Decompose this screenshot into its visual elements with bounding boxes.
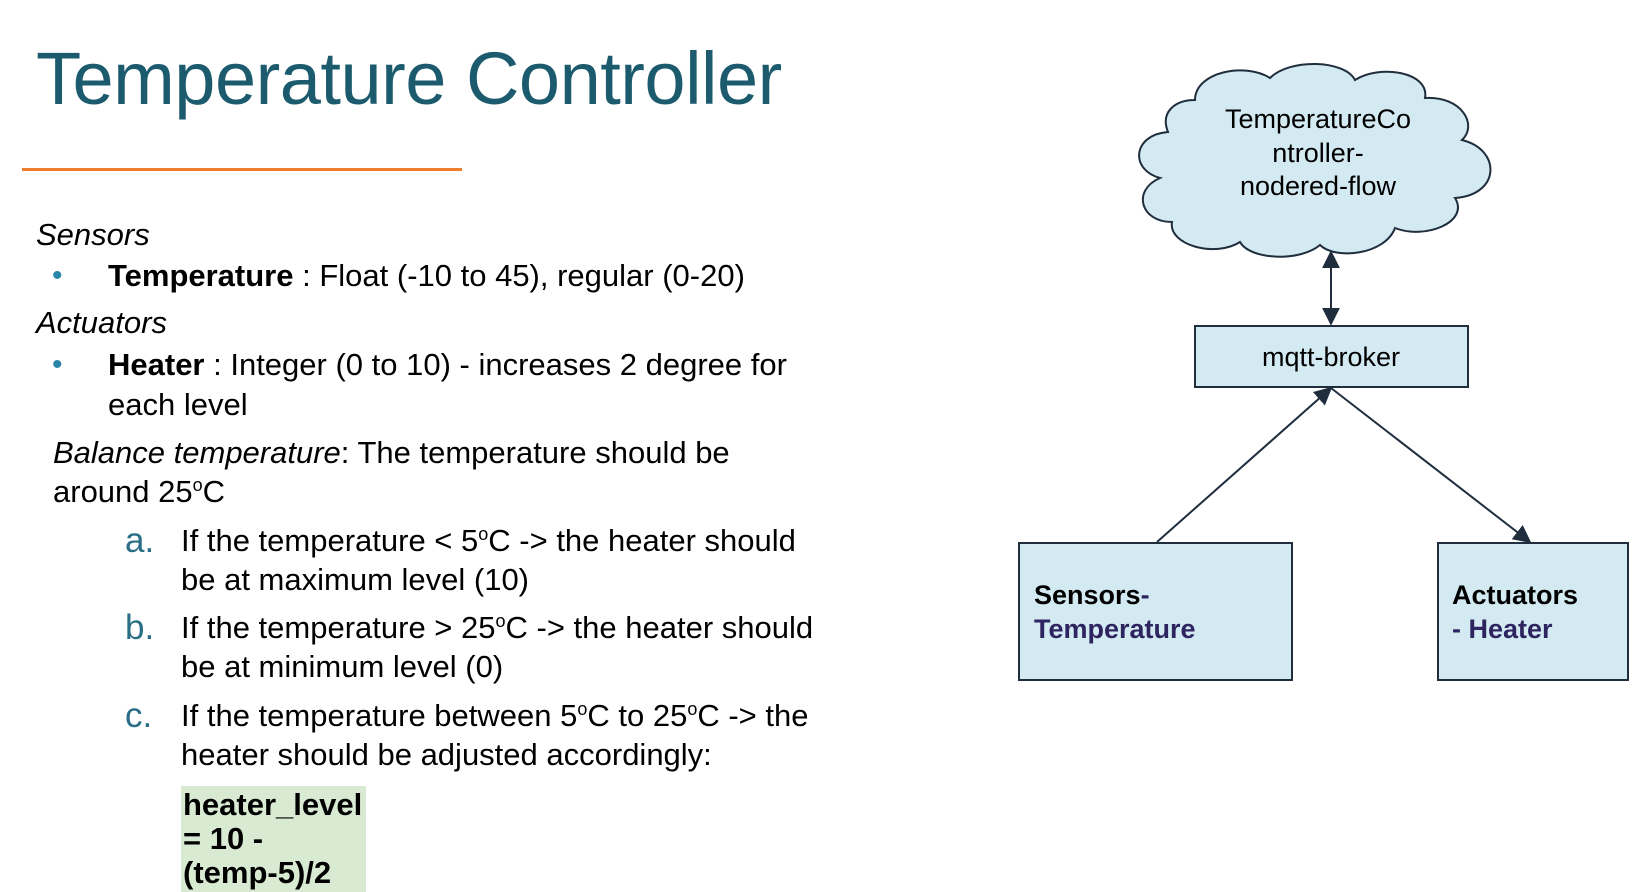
degree-symbol: o xyxy=(478,524,489,544)
rule-b-part1: If the temperature > 25 xyxy=(181,610,496,645)
actuators-item-desc-line1: : Integer (0 to 10) - increases 2 degree for xyxy=(204,347,787,382)
sensors-node xyxy=(1019,543,1292,680)
sensors-box xyxy=(1019,543,1292,680)
actuators-heading: Actuators xyxy=(36,305,167,340)
rule-a-part1: If the temperature < 5 xyxy=(181,523,479,558)
cloud-label-line1: TemperatureCo xyxy=(1224,104,1412,134)
rule-a-marker: a. xyxy=(125,521,155,560)
sensors-box-line2: Temperature xyxy=(1034,614,1196,644)
balance-label: Balance temperature xyxy=(53,435,341,470)
actuators-node xyxy=(1438,543,1628,680)
balance-text-line1: : The temperature should be xyxy=(340,435,730,470)
rule-c-line2: heater should be adjusted accordingly: xyxy=(181,737,712,772)
balance-text-line2: around 25 xyxy=(53,474,193,509)
rule-a-line2: be at maximum level (10) xyxy=(181,562,530,597)
sensors-to-broker-arrow xyxy=(1157,388,1331,542)
degree-symbol: o xyxy=(687,699,698,719)
bullet-icon: • xyxy=(52,348,63,381)
mqtt-broker-node xyxy=(1195,326,1468,387)
sensors-heading: Sensors xyxy=(36,217,150,252)
sensors-box-dash: - xyxy=(1140,580,1150,610)
degree-symbol: o xyxy=(192,475,203,495)
cloud-label-line2: ntroller- xyxy=(1272,138,1364,168)
cloud-node xyxy=(1139,64,1490,257)
actuators-item-desc-line2: each level xyxy=(108,387,248,422)
broker-to-actuators-arrow xyxy=(1331,388,1530,542)
actuators-box-line2: - Heater xyxy=(1452,614,1553,644)
rule-c-part1: If the temperature between 5 xyxy=(181,698,578,733)
rule-b-part2: C -> the heater should xyxy=(505,610,814,645)
rule-b-line2: be at minimum level (0) xyxy=(181,649,504,684)
actuators-box xyxy=(1438,543,1628,680)
sensors-item-desc: : Float (-10 to 45), regular (0-20) xyxy=(293,258,745,293)
page-title: Temperature Controller xyxy=(36,37,782,120)
sensors-box-line1 xyxy=(1034,580,1150,610)
rule-c-part3: C -> the xyxy=(697,698,809,733)
degree-symbol: o xyxy=(495,611,506,631)
balance-unit: C xyxy=(202,474,226,509)
cloud-label-line3: nodered-flow xyxy=(1239,171,1397,201)
sensors-box-word: Sensors xyxy=(1034,580,1141,610)
actuators-item-name: Heater xyxy=(108,347,205,382)
actuators-box-line1: Actuators xyxy=(1452,580,1579,610)
sensors-item-name: Temperature xyxy=(108,258,294,293)
mqtt-broker-label: mqtt-broker xyxy=(1261,342,1401,372)
rule-c-part2: C to 25 xyxy=(587,698,688,733)
bullet-icon: • xyxy=(52,259,63,292)
rule-c-marker: c. xyxy=(125,696,153,735)
rule-a-part2: C -> the heater should xyxy=(488,523,796,558)
degree-symbol: o xyxy=(577,699,588,719)
heater-formula: heater_level = 10 - (temp-5)/2 xyxy=(181,786,366,892)
rule-b-marker: b. xyxy=(125,608,155,647)
